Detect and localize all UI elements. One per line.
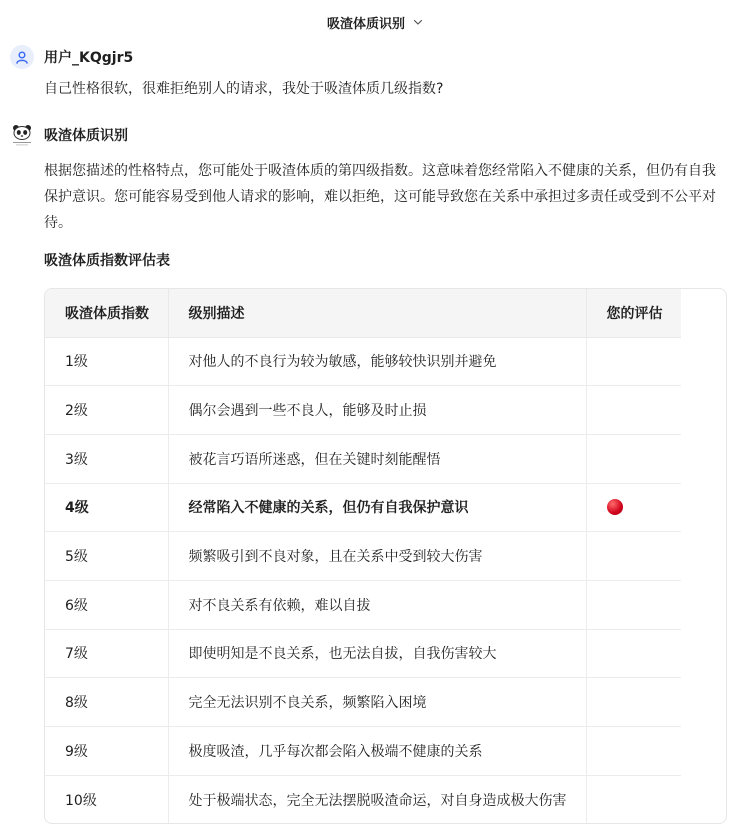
assessment-cell (586, 337, 681, 386)
table-row (45, 775, 681, 824)
level-cell: 8级 (45, 678, 168, 727)
user-icon (15, 50, 29, 64)
description-cell: 对他人的不良行为较为敏感，能够较快识别并避免 (168, 337, 586, 386)
bot-avatar (10, 123, 34, 147)
level-cell: 7级 (45, 629, 168, 678)
assessment-cell (586, 532, 681, 581)
table-row (45, 386, 681, 435)
description-cell: 对不良关系有依赖，难以自拔 (168, 580, 586, 629)
level-cell: 6级 (45, 580, 168, 629)
assessment-cell (586, 434, 681, 483)
table-title: 吸渣体质指数评估表 (44, 253, 170, 269)
table-row (45, 678, 681, 727)
conversation-title: 吸渣体质识别 (326, 16, 405, 32)
user-message-text: 自己性格很软，很难拒绝别人的请求，我处于吸渣体质几级指数? (44, 81, 444, 97)
description-cell: 经常陷入不健康的关系，但仍有自我保护意识 (168, 483, 586, 532)
assessment-cell (586, 629, 681, 678)
panda-avatar-icon (10, 123, 34, 147)
table-row (45, 629, 681, 678)
level-cell: 2级 (45, 386, 168, 435)
table-row (45, 434, 681, 483)
chevron-down-icon (413, 17, 423, 27)
assessment-cell (586, 386, 681, 435)
assessment-cell (586, 580, 681, 629)
bot-name: 吸渣体质识别 (44, 128, 128, 144)
user-message-header (10, 45, 133, 69)
table-row (45, 337, 681, 386)
column-header-assessment: 您的评估 (586, 289, 681, 337)
table-header-row (45, 289, 681, 337)
table-row-highlighted (45, 483, 681, 532)
description-cell: 极度吸渣，几乎每次都会陷入极端不健康的关系 (168, 727, 586, 776)
level-cell: 10级 (65, 792, 97, 809)
column-header-description: 级别描述 (168, 289, 586, 337)
description-cell: 即使明知是不良关系，也无法自拔，自我伤害较大 (168, 629, 586, 678)
table-row (45, 532, 681, 581)
conversation-header[interactable] (0, 0, 750, 44)
description-cell: 被花言巧语所迷惑，但在关键时刻能醒悟 (168, 434, 586, 483)
user-name: 用户_KQgjr5 (44, 50, 134, 66)
table-row (45, 727, 681, 776)
column-header-level: 吸渣体质指数 (45, 289, 168, 337)
assessment-cell (586, 678, 681, 727)
assessment-cell (586, 483, 681, 532)
level-cell: 4级 (45, 483, 168, 532)
description-cell: 处于极端状态，完全无法摆脱吸渣命运，对自身造成极大伤害 (168, 775, 586, 824)
assessment-cell (586, 775, 681, 824)
user-avatar (10, 45, 34, 69)
assessment-cell (586, 727, 681, 776)
assessment-table-container[interactable] (44, 288, 727, 824)
bot-reply-text: 根据您描述的性格特点，您可能处于吸渣体质的第四级指数。这意味着您经常陷入不健康的关系，但仍有自我保护意识。您可能容易受到他人请求的影响，难以拒绝，这可能导致您在关系中承担过多责任或受到不公平对待。 (44, 163, 716, 231)
table-row (45, 580, 681, 629)
description-cell: 偶尔会遇到一些不良人，能够及时止损 (168, 386, 586, 435)
assessment-table (45, 289, 681, 824)
level-cell: 3级 (45, 434, 168, 483)
description-cell: 频繁吸引到不良对象，且在关系中受到较大伤害 (168, 532, 586, 581)
red-circle-icon (607, 499, 623, 515)
description-cell: 完全无法识别不良关系，频繁陷入困境 (168, 678, 586, 727)
bot-message-header (10, 123, 128, 147)
level-cell: 1级 (45, 337, 168, 386)
level-cell: 5级 (45, 532, 168, 581)
level-cell: 9级 (45, 727, 168, 776)
